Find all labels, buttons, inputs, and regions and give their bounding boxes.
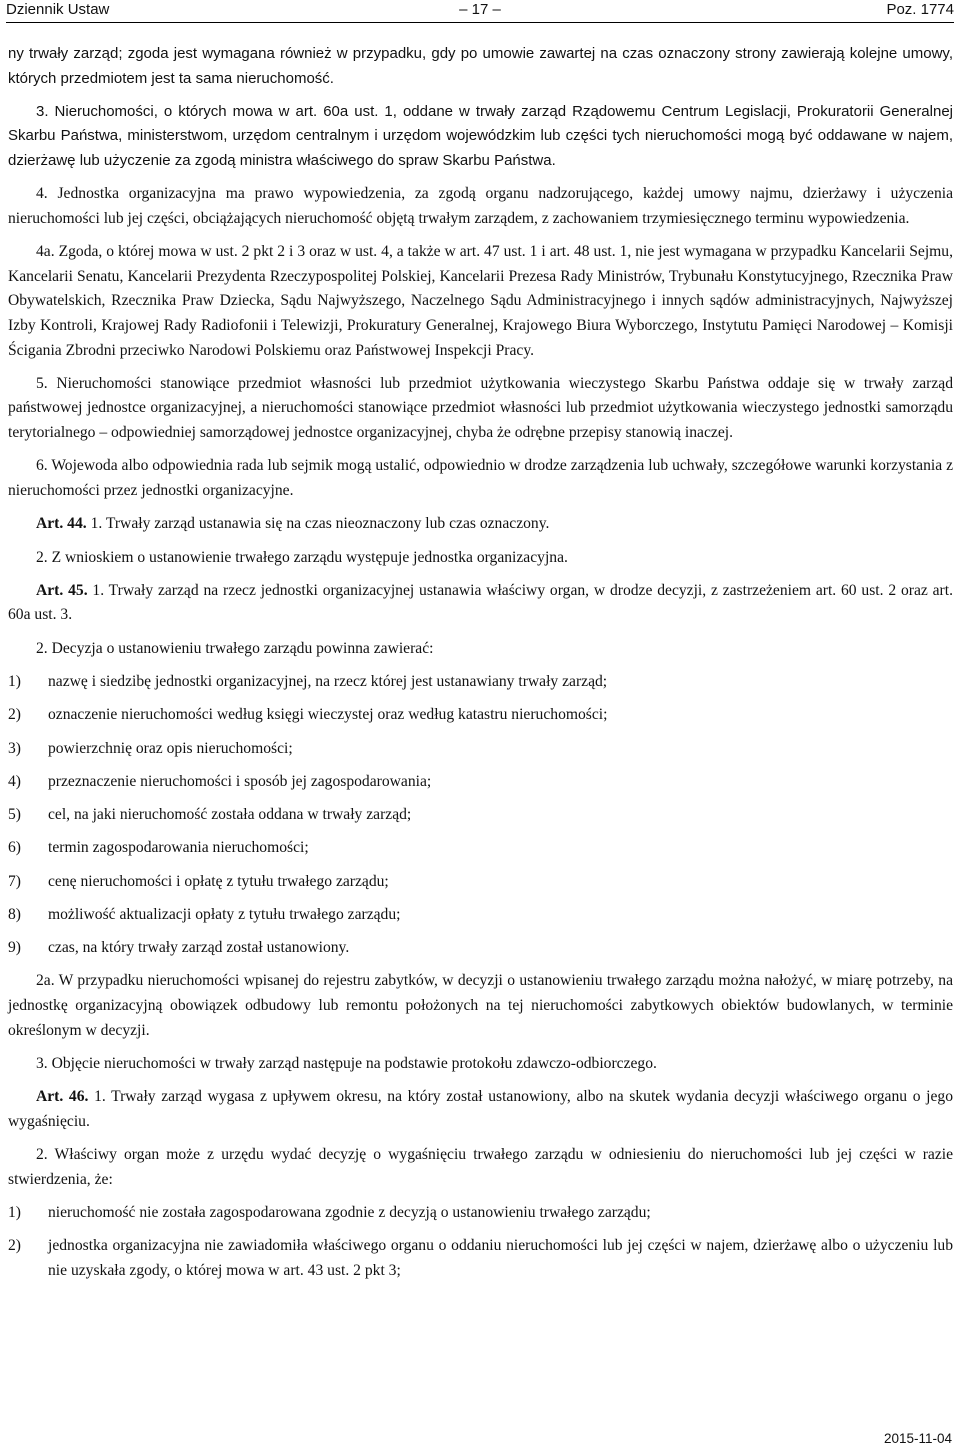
list-item xyxy=(8,703,953,728)
list-item-text: nazwę i siedzibę jednostki organizacyjnej, na rzecz której jest ustanawiany trwały zarząd; xyxy=(48,672,608,690)
list-item xyxy=(8,770,953,795)
list-item-text: cenę nieruchomości i opłatę z tytułu trwałego zarządu; xyxy=(48,872,389,890)
art-45-text-1: 1. Trwały zarząd na rzecz jednostki organizacyjnej ustanawia właściwy organ, w drodze decyzji, z zastrzeżeniem art. 60 ust. 2 oraz art. 60a ust. 3. xyxy=(8,581,953,624)
list-item xyxy=(8,1201,953,1226)
paragraph-ust-4: 4. Jednostka organizacyjna ma prawo wypowiedzenia, za zgodą organu nadzorującego, każdej umowy najmu, dzierżawy i użyczenia nieruchomości lub jej części, obciążających nieruchomość objętą trwałym zarządem, z zachowaniem trzymiesięcznego terminu wypowiedzenia. xyxy=(8,185,953,227)
art-46-label: Art. 46. xyxy=(36,1088,89,1106)
art-44-paragraph-1 xyxy=(8,512,953,537)
list-item-text: termin zagospodarowania nieruchomości; xyxy=(48,839,309,857)
art-45-label: Art. 45. xyxy=(36,581,88,599)
paragraph-ust-4a: 4a. Zgoda, o której mowa w ust. 2 pkt 2 i 3 oraz w ust. 4, a także w art. 47 ust. 1 i art. 48 ust. 1, nie jest wymagana w przypadku Kancelarii Sejmu, Kancelarii Senatu, Kancelarii Prezydenta Rzeczypospolitej Polskiej, Kancelarii Prezesa Rady Ministrów, Trybunału Konstytucyjnego, Rzecznika Praw Obywatelskich, Rzecznika Praw Dziecka, Sądu Najwyższego, Naczelnego Sądu Administracyjnego i innych sądów administracyjnych, Najwyższej Izby Kontroli, Krajowej Rady Radiofonii i Telewizji, Prokuratury Generalnej, Krajowego Biura Wyborczego, Instytutu Pamięci Narodowej – Komisji Ścigania Zbrodni przeciwko Narodowi Polskiemu oraz Państwowej Inspekcji Pracy. xyxy=(8,243,953,359)
list-item xyxy=(8,670,953,695)
list-item-text: nieruchomość nie została zagospodarowana zgodnie z decyzją o ustanowieniu trwałego zarządu; xyxy=(48,1203,651,1221)
art-46-paragraph-1 xyxy=(8,1085,953,1134)
list-item xyxy=(8,803,953,828)
paragraph-ust-5: 5. Nieruchomości stanowiące przedmiot własności lub przedmiot użytkowania wieczystego Skarbu Państwa oddaje się w trwały zarząd państwowej jednostce organizacyjnej, a nieruchomości stanowiące przedmiot własności lub przedmiot użytkowania wieczystego jednostki samorządu terytorialnego – odpowiedniej samorządowej jednostce organizacyjnej, chyba że odrębne przepisy stanowią inaczej. xyxy=(8,374,953,442)
list-item-number: 3) xyxy=(8,739,21,757)
list-item-number: 8) xyxy=(8,905,21,923)
list-item-text: oznaczenie nieruchomości według księgi wieczystej oraz według katastru nieruchomości; xyxy=(48,706,608,724)
list-item xyxy=(8,836,953,861)
art-44-paragraph-2: 2. Z wnioskiem o ustanowienie trwałego zarządu występuje jednostka organizacyjna. xyxy=(36,548,568,566)
page-header xyxy=(6,0,954,23)
list-item-number: 4) xyxy=(8,772,21,790)
art-44-label: Art. 44. xyxy=(36,515,87,533)
list-item-text: powierzchnię oraz opis nieruchomości; xyxy=(48,739,293,757)
list-item xyxy=(8,737,953,762)
art-45-paragraph-1 xyxy=(8,579,953,628)
journal-title: Dziennik Ustaw xyxy=(6,1,110,18)
list-item-number: 1) xyxy=(8,1203,21,1221)
list-item-number: 2) xyxy=(8,706,21,724)
list-item-number: 1) xyxy=(8,672,21,690)
art-46-text-1: 1. Trwały zarząd wygasa z upływem okresu, na który został ustanowiony, albo na skutek wydania decyzji właściwego organu o jego wygaśnięciu. xyxy=(8,1088,953,1130)
list-item-text: jednostka organizacyjna nie zawiadomiła właściwego organu o oddaniu nieruchomości lub jej części w najem, dzierżawę albo o użyczeniu lub nie uzyskała zgody, o której mowa w art. 43 ust. 2 pkt 3; xyxy=(48,1237,953,1279)
list-item-number: 2) xyxy=(8,1237,21,1255)
list-item-number: 9) xyxy=(8,939,21,957)
publication-date: 2015-11-04 xyxy=(883,1431,952,1446)
art-46-paragraph-2: 2. Właściwy organ może z urzędu wydać decyzję o wygaśnięciu trwałego zarządu w odniesieniu do nieruchomości lub jej części w razie stwierdzenia, że: xyxy=(8,1146,953,1188)
list-item-text: czas, na który trwały zarząd został ustanowiony. xyxy=(48,939,350,957)
list-item-number: 7) xyxy=(8,872,21,890)
paragraph-continued: ny trwały zarząd; zgoda jest wymagana również w przypadku, gdy po umowie zawartej na czas oznaczony strony zawierają kolejne umowy, których przedmiotem jest ta sama nieruchomość. xyxy=(8,45,953,87)
list-item-text: możliwość aktualizacji opłaty z tytułu trwałego zarządu; xyxy=(48,905,401,923)
document-body xyxy=(8,42,953,1292)
paragraph-ust-6: 6. Wojewoda albo odpowiednia rada lub sejmik mogą ustalić, odpowiednio w drodze zarządzenia lub uchwały, szczegółowe warunki korzystania z nieruchomości przez jednostki organizacyjne. xyxy=(8,457,953,499)
list-item xyxy=(8,870,953,895)
art-45-paragraph-2: 2. Decyzja o ustanowieniu trwałego zarządu powinna zawierać: xyxy=(36,639,434,657)
list-item-number: 6) xyxy=(8,839,21,857)
position-number: Poz. 1774 xyxy=(886,1,954,18)
list-item xyxy=(8,903,953,928)
page-number: – 17 – xyxy=(459,1,501,18)
list-item xyxy=(8,936,953,961)
list-item-text: cel, na jaki nieruchomość została oddana w trwały zarząd; xyxy=(48,806,412,824)
list-item-number: 5) xyxy=(8,806,21,824)
art-45-paragraph-2a: 2a. W przypadku nieruchomości wpisanej do rejestru zabytków, w decyzji o ustanowieniu trwałego zarządu można nałożyć, w miarę potrzeby, na jednostkę organizacyjną obowiązek odbudowy lub remontu położonych na tej nieruchomości zabytkowych obiektów budowlanych, w terminie określonym w decyzji. xyxy=(8,972,953,1039)
list-item-text: przeznaczenie nieruchomości i sposób jej zagospodarowania; xyxy=(48,772,432,790)
art-45-paragraph-3: 3. Objęcie nieruchomości w trwały zarząd następuje na podstawie protokołu zdawczo-odbiorczego. xyxy=(36,1054,657,1072)
list-item xyxy=(8,1234,953,1283)
art-44-text-1: 1. Trwały zarząd ustanawia się na czas nieoznaczony lub czas oznaczony. xyxy=(90,515,550,533)
paragraph-ust-3: 3. Nieruchomości, o których mowa w art. 60a ust. 1, oddane w trwały zarząd Rządowemu Centrum Legislacji, Prokuratorii Generalnej Skarbu Państwa, ministerstwom, urzędom centralnym i urzędom wojewódzkim lub części tych nieruchomości mogą być oddawane w najem, dzierżawę lub użyczenie za zgodą ministra właściwego do spraw Skarbu Państwa. xyxy=(8,102,953,170)
